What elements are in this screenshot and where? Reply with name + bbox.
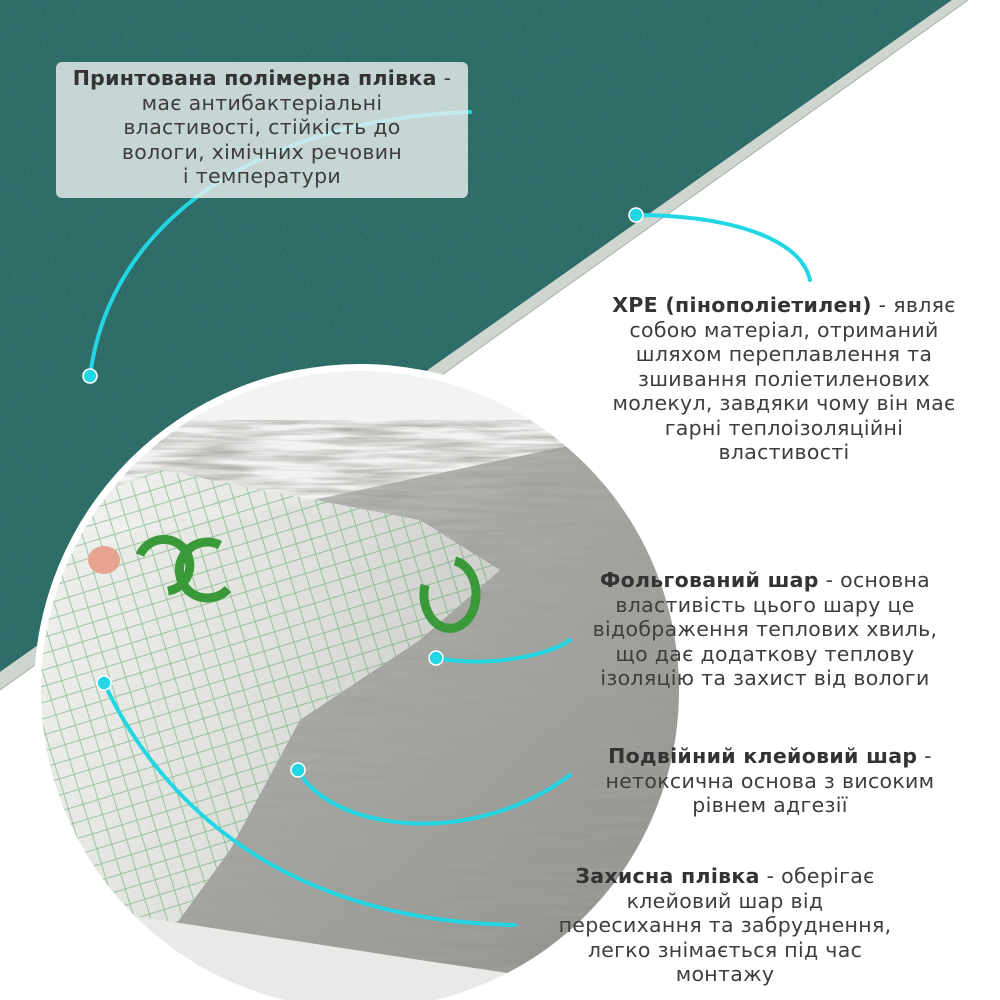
callout-title: Подвійний клейовий шар: [608, 744, 918, 768]
callout-line: клейовий шар від: [626, 888, 824, 913]
callout-title: Захисна плівка: [575, 864, 760, 888]
callout-line: і температури: [182, 164, 342, 188]
callout-xpe-foam: XPE (пінополіетилен) - являє собою матеріал, отриманий шляхом переплавлення та зшивання поліетиленових молекул, завдяки чому він має гарні теплоізоляційні властивості: [588, 293, 980, 465]
callout-line: нетоксична основа з високим: [605, 768, 935, 793]
callout-line: монтажу: [675, 962, 775, 986]
callout-foil-layer: Фольгований шар - основна властивість цього шару це відображення теплових хвиль, що дає додаткову теплову ізоляцію та захист від вологи: [560, 568, 970, 691]
callout-title: XPE (пінополіетилен): [612, 293, 872, 317]
callout-line: вологи, хімічних речовин: [121, 139, 403, 164]
callout-line: що дає додаткову теплову: [615, 641, 915, 666]
callout-line: основна: [840, 568, 931, 592]
callout-line: являє: [893, 293, 956, 317]
callout-title: Фольгований шар: [599, 568, 819, 592]
callout-line: легко знімається під час: [587, 937, 863, 962]
callout-line: рівнем адгезії: [692, 793, 848, 817]
callout-line: ізоляцію та захист від вологи: [600, 666, 930, 690]
callout-line: властивість цього шару це: [615, 592, 915, 617]
callout-line: відображення теплових хвиль,: [592, 617, 938, 641]
callout-line: властивості: [718, 440, 850, 464]
callout-line: властивості, стійкість до: [123, 115, 401, 139]
callout-title: Принтована полімерна плівка: [72, 66, 437, 90]
callout-double-adhesive: Подвійний клейовий шар - нетоксична основа з високим рівнем адгезії: [565, 744, 975, 818]
callout-line: собою матеріал, отриманий: [629, 317, 939, 342]
callout-line: зшивання поліетиленових: [638, 366, 930, 391]
callout-line: гарні теплоізоляційні: [664, 415, 904, 440]
callout-protective-film: Захисна плівка - оберігає клейовий шар від пересихання та забруднення, легко знімається під час монтажу: [520, 864, 930, 987]
callout-line: має антибактеріальні: [141, 90, 383, 115]
callout-line: молекул, завдяки чому він має: [612, 391, 956, 415]
callout-line: оберігає: [781, 864, 875, 888]
callout-line: шляхом переплавлення та: [635, 342, 933, 366]
callout-polymer-film: Принтована полімерна плівка - має антибактеріальні властивості, стійкість до вологи, хімічних речовин і температури: [56, 62, 468, 198]
callout-line: пересихання та забруднення,: [558, 913, 892, 937]
